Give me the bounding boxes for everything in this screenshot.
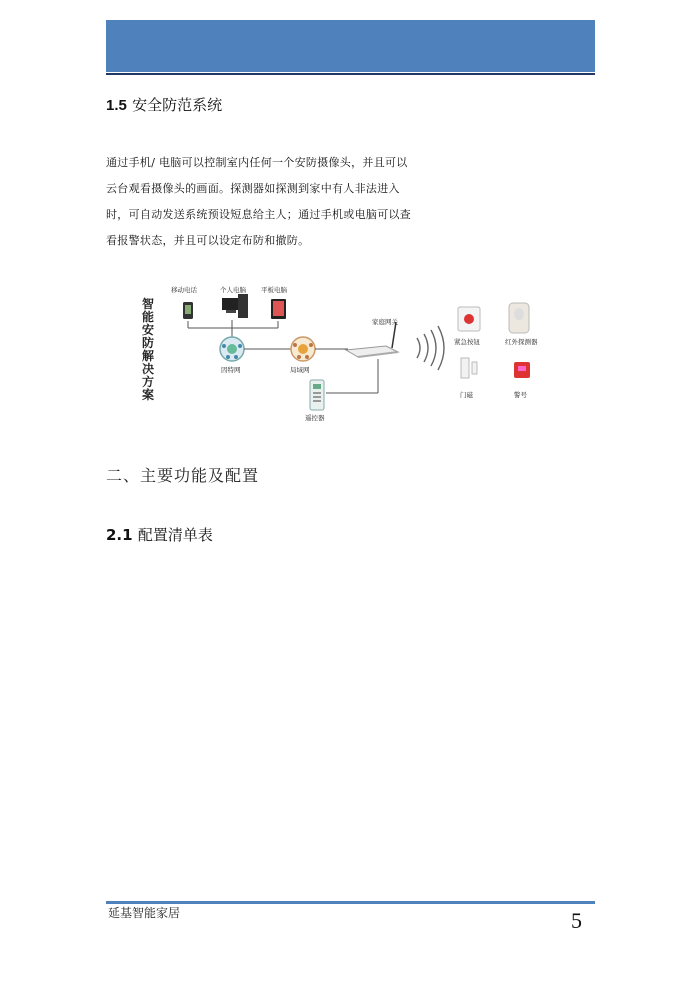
paragraph-line: 通过手机/ 电脑可以控制室内任何一个安防摄像头，并且可以	[106, 156, 408, 169]
section-title-1-5	[106, 94, 222, 115]
emergency-button-icon	[458, 307, 480, 331]
section-text: 配置清单表	[137, 526, 213, 544]
router-icon	[346, 322, 398, 357]
remote-controller-icon	[310, 380, 324, 410]
section-title-2-1	[106, 524, 213, 545]
paragraph-line: 看报警状态，并且可以设定布防和撤防。	[106, 234, 310, 247]
vertical-title-char: 防	[142, 336, 155, 350]
vertical-title-char: 案	[142, 388, 155, 402]
chapter-title: 二、主要功能及配置	[106, 466, 260, 485]
header-rule	[106, 73, 595, 75]
label-infrared: 红外探测器	[505, 338, 538, 346]
section-number: 1.5	[106, 97, 127, 114]
footer-company: 延基智能家居	[108, 906, 181, 920]
tablet-icon	[271, 299, 286, 319]
label-internet: 因特网	[221, 366, 241, 374]
label-tablet: 平板电脑	[261, 286, 287, 294]
section-text: 安全防范系统	[132, 96, 223, 114]
vertical-title-char: 方	[142, 375, 155, 389]
label-gateway: 家庭网关	[372, 318, 398, 326]
wireless-signal-icon	[417, 326, 444, 370]
vertical-title-char: 决	[142, 362, 155, 376]
paragraph-line: 时，可自动发送系统预设短息给主人；通过手机或电脑可以查	[106, 208, 412, 221]
vertical-title-char: 智	[142, 297, 155, 311]
section-number: 2.1	[106, 526, 133, 544]
siren-icon	[514, 362, 530, 378]
vertical-title-char: 能	[142, 310, 155, 324]
label-door: 门磁	[460, 391, 473, 399]
header-bar	[106, 20, 595, 72]
label-alarm: 警号	[514, 391, 527, 399]
phone-icon	[183, 302, 193, 319]
door-sensor-icon	[461, 358, 477, 378]
label-pc: 个人电脑	[220, 286, 246, 294]
desktop-pc-icon	[222, 294, 248, 318]
lan-icon	[291, 337, 315, 361]
diagram-vertical-title	[142, 296, 154, 402]
paragraph-line: 云台观看摄像头的画面。探测器如探测到家中有人非法进入	[106, 182, 400, 195]
label-lan: 局域网	[290, 366, 310, 374]
vertical-title-char: 解	[142, 349, 155, 363]
internet-icon	[220, 337, 244, 361]
page-number: 5	[571, 908, 582, 933]
label-controller: 遥控器	[305, 414, 325, 422]
security-solution-diagram	[120, 280, 550, 430]
label-emergency: 紧急按钮	[454, 338, 480, 346]
intro-paragraph	[106, 150, 446, 254]
label-phone: 移动电话	[171, 286, 197, 294]
infrared-detector-icon	[509, 303, 529, 333]
vertical-title-char: 安	[142, 323, 155, 337]
